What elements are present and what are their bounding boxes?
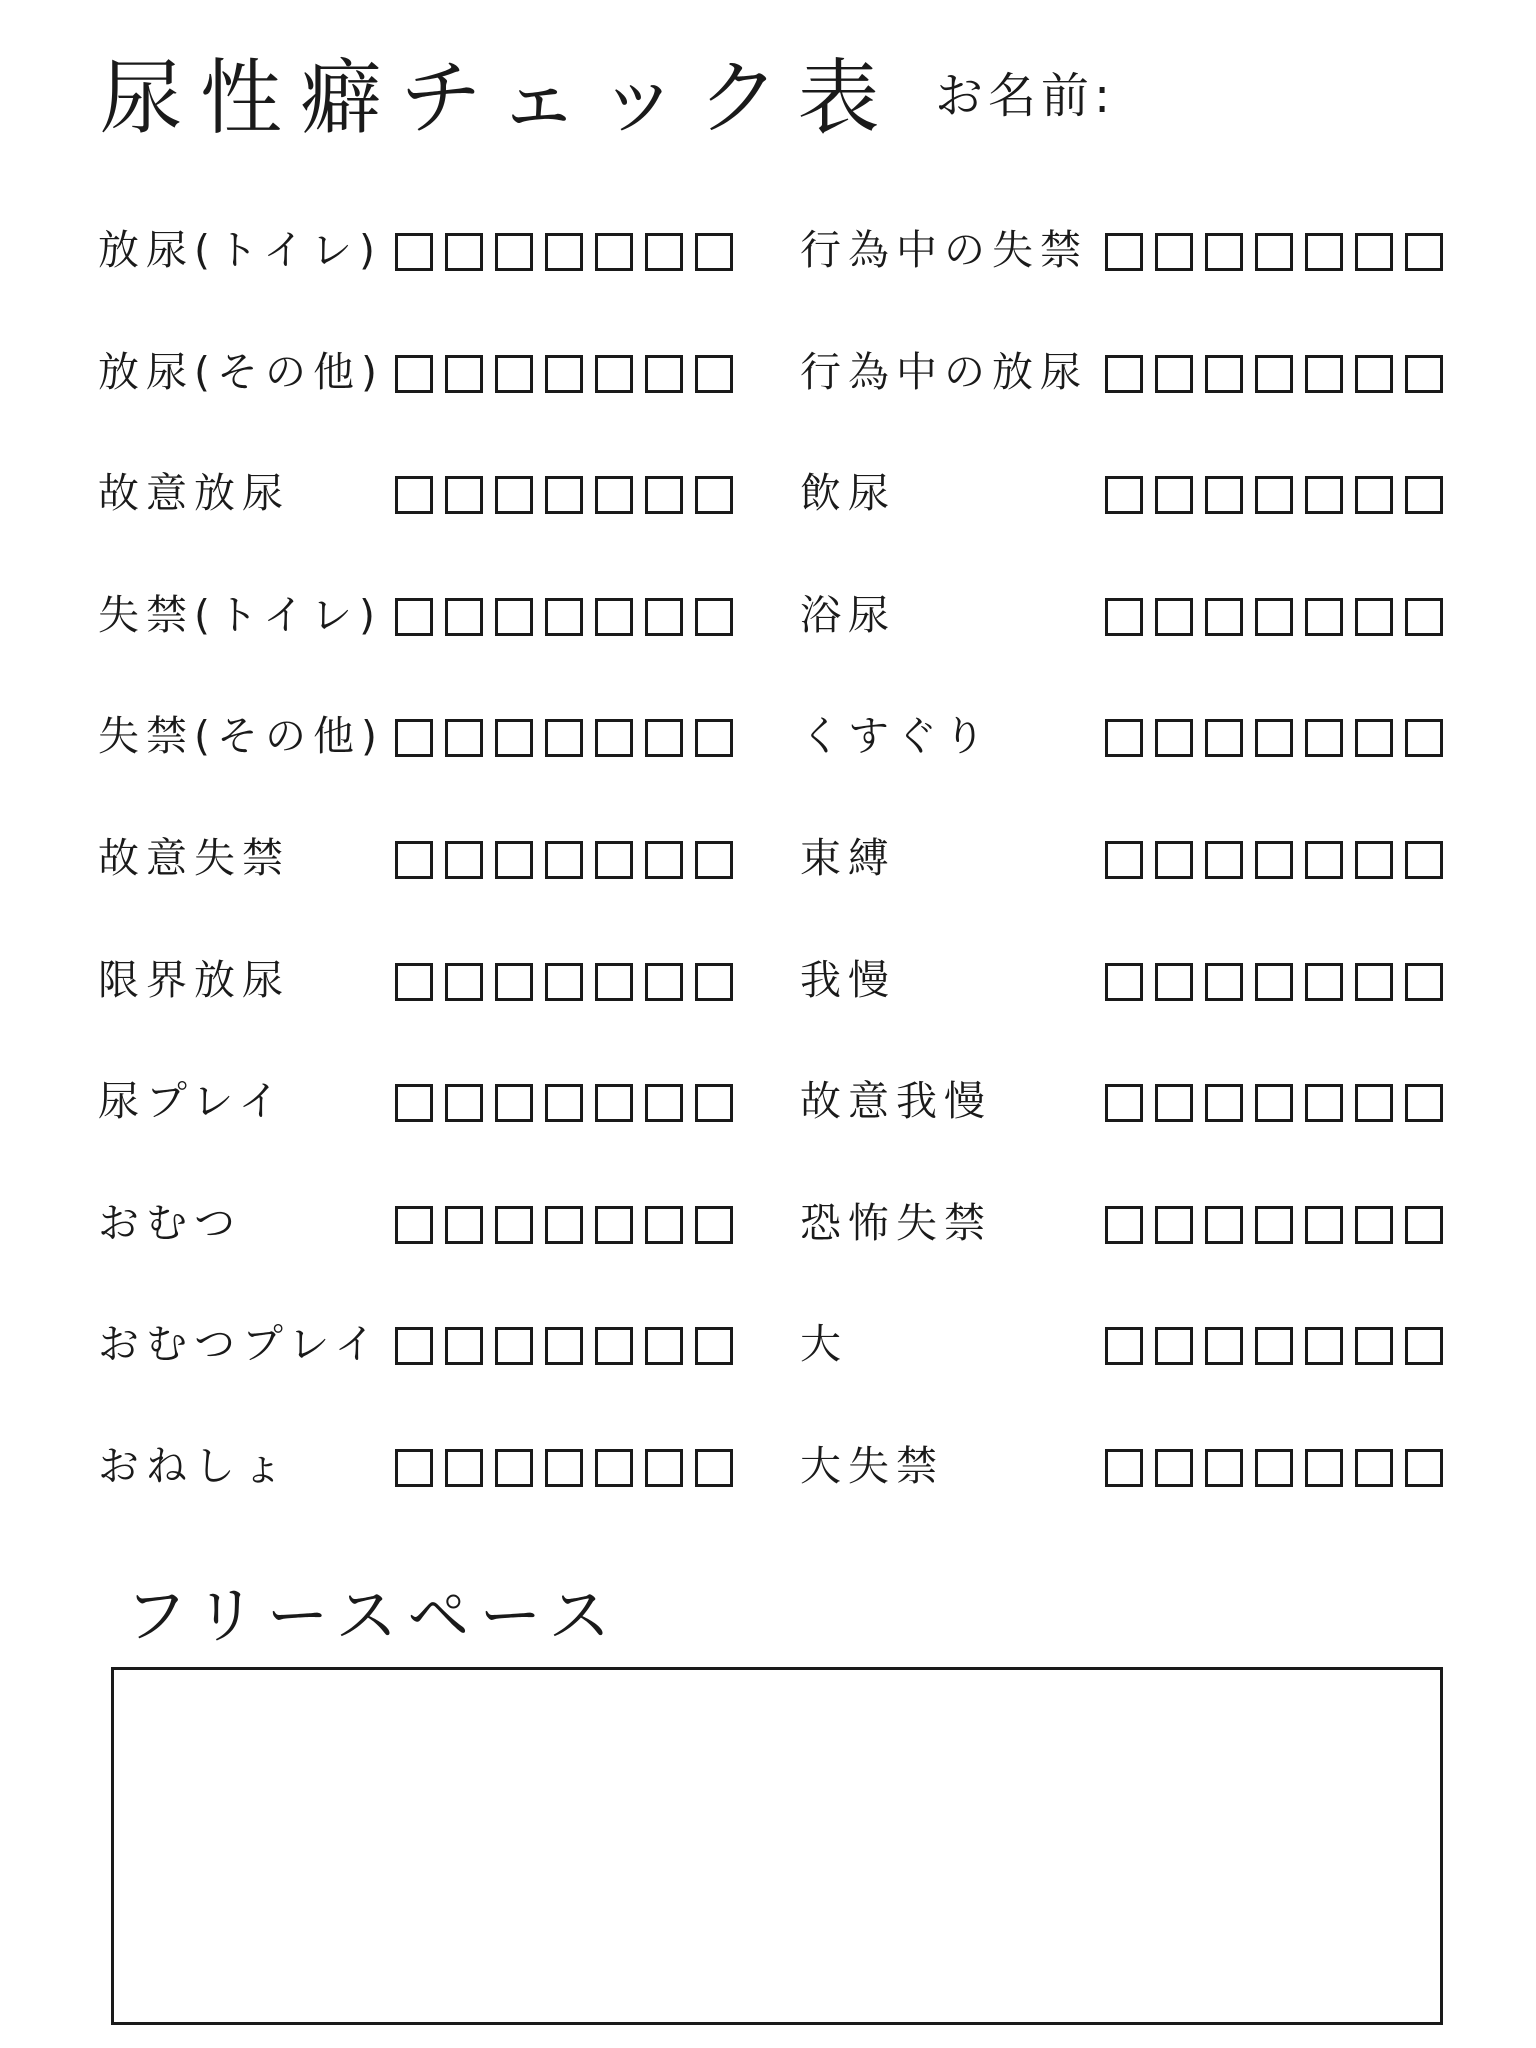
item-label: 故意我慢 <box>800 1077 992 1125</box>
checkbox[interactable] <box>1105 598 1143 636</box>
item-label: 大 <box>800 1320 848 1368</box>
item-label: 失禁(トイレ) <box>98 591 382 639</box>
item-label: 故意放尿 <box>98 469 290 517</box>
checklist-row-right <box>0 830 1536 890</box>
item-label: 尿プレイ <box>98 1077 287 1125</box>
checkbox-group <box>1105 476 1443 514</box>
item-label: 行為中の失禁 <box>800 226 1088 274</box>
checklist-row-right <box>0 1316 1536 1376</box>
item-label: くすぐり <box>800 712 992 760</box>
checklist-row-right <box>0 587 1536 647</box>
page-title: 尿性癖チェック表 <box>100 51 898 146</box>
checkbox[interactable] <box>1405 598 1443 636</box>
checkbox[interactable] <box>1155 476 1193 514</box>
checkbox[interactable] <box>1155 1327 1193 1365</box>
checkbox[interactable] <box>1405 841 1443 879</box>
checkbox[interactable] <box>1255 1449 1293 1487</box>
checkbox-group <box>1105 841 1443 879</box>
checkbox[interactable] <box>1255 233 1293 271</box>
item-label: 放尿(その他) <box>98 348 384 396</box>
checklist-row-right <box>0 708 1536 768</box>
checkbox[interactable] <box>1155 1206 1193 1244</box>
checkbox[interactable] <box>1205 963 1243 1001</box>
checkbox[interactable] <box>1255 719 1293 757</box>
checkbox[interactable] <box>1255 1206 1293 1244</box>
checkbox[interactable] <box>1355 598 1393 636</box>
checkbox[interactable] <box>1355 963 1393 1001</box>
checkbox[interactable] <box>1105 1449 1143 1487</box>
checkbox[interactable] <box>1105 476 1143 514</box>
checkbox[interactable] <box>1305 598 1343 636</box>
checkbox[interactable] <box>1405 1084 1443 1122</box>
checklist-row-right <box>0 952 1536 1012</box>
item-label: おむつ <box>98 1199 242 1247</box>
item-label: 飲尿 <box>800 469 896 517</box>
checklist-row-right <box>0 1073 1536 1133</box>
checkbox-group <box>1105 233 1443 271</box>
item-label: 恐怖失禁 <box>800 1199 992 1247</box>
checkbox[interactable] <box>1305 1206 1343 1244</box>
checkbox[interactable] <box>1305 355 1343 393</box>
checkbox[interactable] <box>1405 719 1443 757</box>
checkbox[interactable] <box>1405 1327 1443 1365</box>
checklist-row-right <box>0 465 1536 525</box>
item-label: 故意失禁 <box>98 834 290 882</box>
checkbox[interactable] <box>1355 476 1393 514</box>
checkbox[interactable] <box>1305 1327 1343 1365</box>
checklist-row-right <box>0 1195 1536 1255</box>
item-label: 限界放尿 <box>98 956 290 1004</box>
checkbox-group <box>1105 1084 1443 1122</box>
checkbox[interactable] <box>1355 841 1393 879</box>
checkbox-group <box>1105 355 1443 393</box>
checkbox[interactable] <box>1105 841 1143 879</box>
checkbox[interactable] <box>1105 1327 1143 1365</box>
checkbox[interactable] <box>1255 1084 1293 1122</box>
checkbox[interactable] <box>1255 355 1293 393</box>
item-label: 浴尿 <box>800 591 896 639</box>
checkbox[interactable] <box>1105 1084 1143 1122</box>
checkbox[interactable] <box>1255 963 1293 1001</box>
checklist-row-right <box>0 222 1536 282</box>
checkbox[interactable] <box>1205 719 1243 757</box>
item-label: おむつプレイ <box>98 1320 383 1368</box>
checkbox[interactable] <box>1255 841 1293 879</box>
item-label: 失禁(その他) <box>98 712 384 760</box>
checkbox[interactable] <box>1405 1206 1443 1244</box>
free-space-area[interactable] <box>111 1667 1443 2025</box>
item-label: 行為中の放尿 <box>800 348 1088 396</box>
item-label: 我慢 <box>800 956 896 1004</box>
checkbox-group <box>1105 1206 1443 1244</box>
checkbox[interactable] <box>1205 355 1243 393</box>
checkbox[interactable] <box>1205 1327 1243 1365</box>
item-label: 放尿(トイレ) <box>98 226 382 274</box>
checkbox[interactable] <box>1155 719 1193 757</box>
checkbox[interactable] <box>1305 1084 1343 1122</box>
checkbox[interactable] <box>1305 233 1343 271</box>
checklist-row-right <box>0 344 1536 404</box>
checkbox[interactable] <box>1205 1206 1243 1244</box>
checkbox[interactable] <box>1255 598 1293 636</box>
item-label: 束縛 <box>800 834 896 882</box>
checkbox[interactable] <box>1155 355 1193 393</box>
checkbox[interactable] <box>1305 963 1343 1001</box>
checkbox[interactable] <box>1305 841 1343 879</box>
checkbox[interactable] <box>1205 841 1243 879</box>
checkbox-group <box>1105 719 1443 757</box>
checkbox[interactable] <box>1205 233 1243 271</box>
checkbox[interactable] <box>1155 233 1193 271</box>
checkbox[interactable] <box>1355 1327 1393 1365</box>
checkbox[interactable] <box>1205 1449 1243 1487</box>
item-label: おねしょ <box>98 1442 290 1490</box>
checkbox[interactable] <box>1405 476 1443 514</box>
checkbox[interactable] <box>1355 355 1393 393</box>
checkbox[interactable] <box>1105 963 1143 1001</box>
checkbox[interactable] <box>1405 233 1443 271</box>
checkbox[interactable] <box>1355 1206 1393 1244</box>
checkbox[interactable] <box>1255 1327 1293 1365</box>
item-label: 大失禁 <box>800 1442 944 1490</box>
checkbox-group <box>1105 963 1443 1001</box>
checkbox-group <box>1105 1327 1443 1365</box>
checkbox-group <box>1105 598 1443 636</box>
checkbox[interactable] <box>1105 233 1143 271</box>
free-space-title: フリースペース <box>125 1579 621 1652</box>
checkbox[interactable] <box>1205 1084 1243 1122</box>
checklist-row-right <box>0 1438 1536 1498</box>
checkbox[interactable] <box>1105 719 1143 757</box>
checkbox[interactable] <box>1305 719 1343 757</box>
checkbox[interactable] <box>1155 598 1193 636</box>
checkbox[interactable] <box>1405 355 1443 393</box>
checkbox[interactable] <box>1105 355 1143 393</box>
checkbox[interactable] <box>1355 719 1393 757</box>
checkbox[interactable] <box>1405 1449 1443 1487</box>
checkbox[interactable] <box>1155 841 1193 879</box>
checkbox[interactable] <box>1255 476 1293 514</box>
checkbox[interactable] <box>1155 963 1193 1001</box>
checkbox[interactable] <box>1305 476 1343 514</box>
checkbox[interactable] <box>1355 1449 1393 1487</box>
checkbox[interactable] <box>1205 476 1243 514</box>
checkbox[interactable] <box>1355 1084 1393 1122</box>
checkbox[interactable] <box>1405 963 1443 1001</box>
checkbox[interactable] <box>1305 1449 1343 1487</box>
checkbox[interactable] <box>1155 1449 1193 1487</box>
checkbox[interactable] <box>1105 1206 1143 1244</box>
checkbox[interactable] <box>1355 233 1393 271</box>
name-label: お名前: <box>935 68 1116 124</box>
checkbox[interactable] <box>1205 598 1243 636</box>
checkbox[interactable] <box>1155 1084 1193 1122</box>
checkbox-group <box>1105 1449 1443 1487</box>
